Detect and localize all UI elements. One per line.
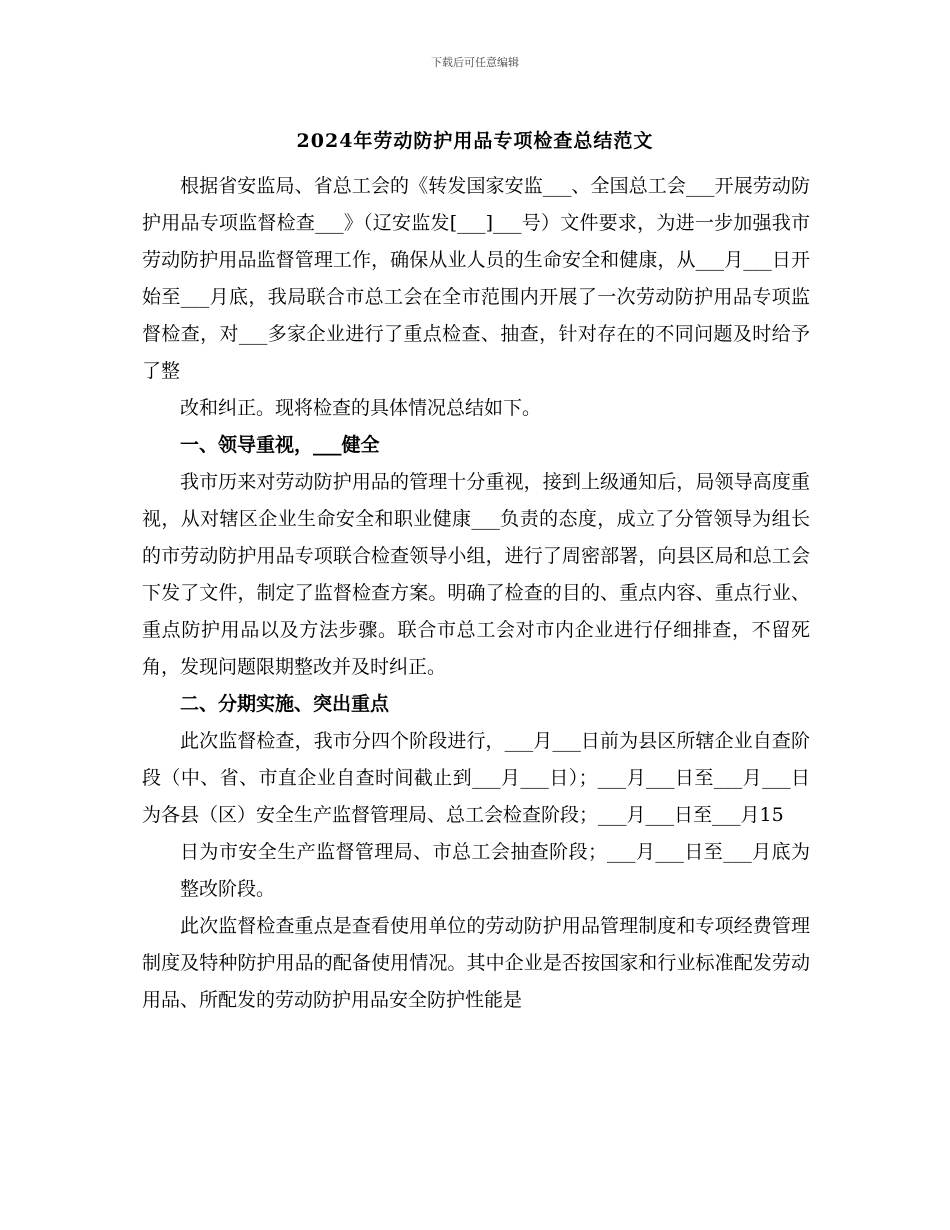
paragraph-phases: 此次监督检查，我市分四个阶段进行，___月___日前为县区所辖企业自查阶段（中、省、市直企业自查时间截止到___月___日）；___月___日至___月___日为各县（区）安全生产监督管理局、总工会检查阶段；___月___日至___月15 (142, 730, 810, 826)
header-note: 下载后可任意编辑 (431, 56, 519, 69)
section-heading-2: 二、分期实施、突出重点 (180, 693, 390, 715)
section-heading-1: 一、领导重视，___健全 (180, 434, 380, 456)
document-body (142, 168, 810, 1019)
paragraph-focus: 此次监督检查重点是查看使用单位的劳动防护用品管理制度和专项经费管理制度及特种防护用品的配备使用情况。其中企业是否按国家和行业标准配发劳动用品、所配发的劳动防护用品安全防护性能是 (142, 915, 810, 1011)
paragraph-phases-cont: 日为市安全生产监督管理局、市总工会抽查阶段；___月___日至___月底为整改阶段。 (180, 841, 810, 900)
document-title: 2024年劳动防护用品专项检查总结范文 (296, 130, 654, 152)
paragraph-intro: 根据省安监局、省总工会的《转发国家安监___、全国总工会___开展劳动防护用品专项监督检查___》（辽安监发[___]___号）文件要求，为进一步加强我市劳动防护用品监督管理工作，确保从业人员的生命安全和健康，从___月___日开始至___月底，我局联合市总工会在全市范围内开展了一次劳动防护用品专项监督检查，对___多家企业进行了重点检查、抽查，针对存在的不同问题及时给予了整 (142, 175, 810, 382)
paragraph-intro-cont: 改和纠正。现将检查的具体情况总结如下。 (180, 397, 542, 419)
paragraph-leadership: 我市历来对劳动防护用品的管理十分重视，接到上级通知后，局领导高度重视，从对辖区企业生命安全和职业健康___负责的态度，成立了分管领导为组长的市劳动防护用品专项联合检查领导小组，进行了周密部署，向县区局和总工会下发了文件，制定了监督检查方案。明确了检查的目的、重点内容、重点行业、重点防护用品以及方法步骤。联合市总工会对市内企业进行仔细排查，不留死角，发现问题限期整改并及时纠正。 (142, 471, 810, 678)
